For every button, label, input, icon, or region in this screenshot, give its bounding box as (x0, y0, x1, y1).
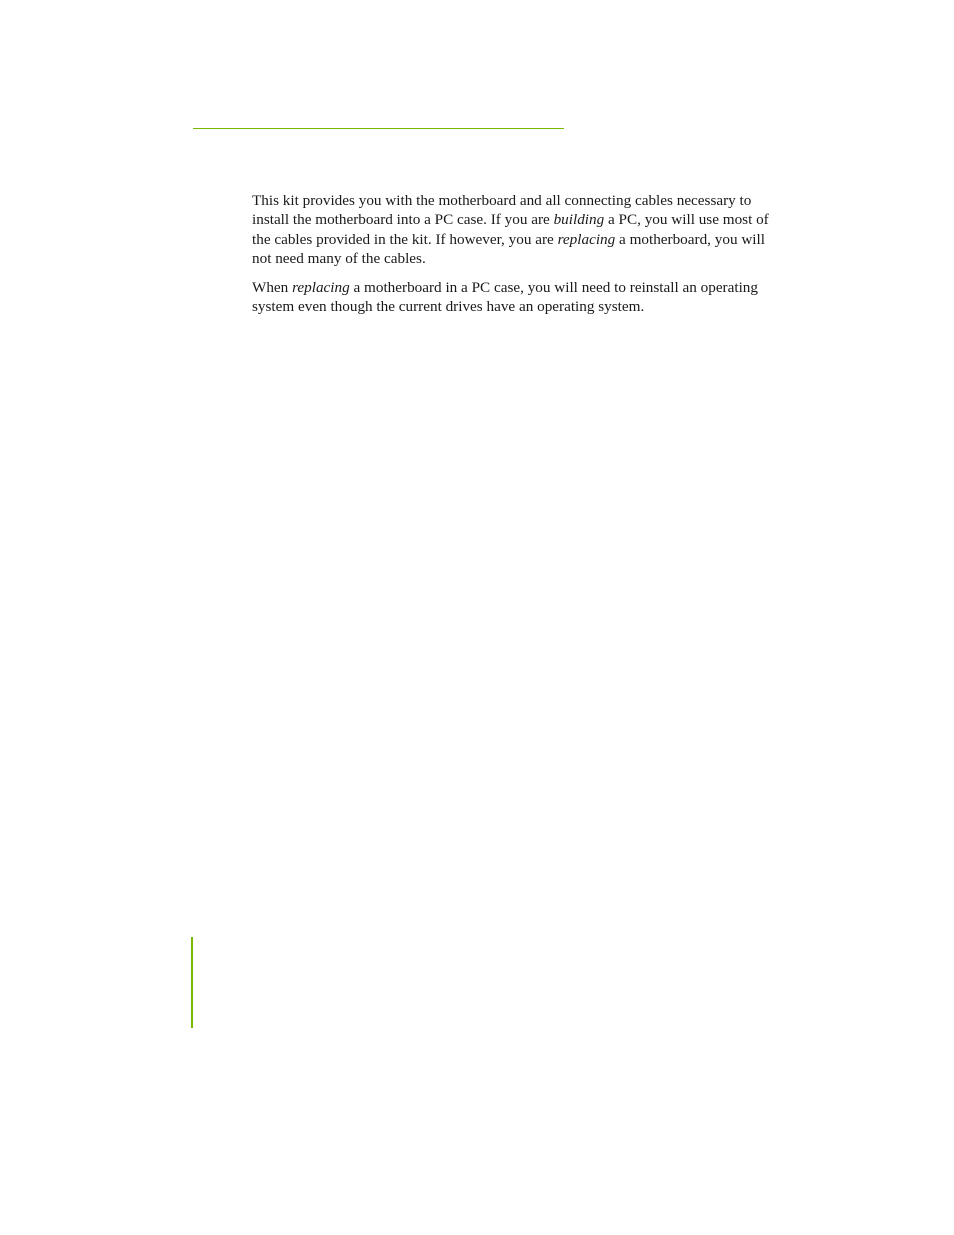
header-rule (193, 128, 564, 129)
emphasis-replacing-2: replacing (292, 278, 350, 296)
paragraph-kit-contents (252, 191, 784, 269)
paragraph-1-text-b: a PC, you will use most of the cables provided in the kit. If however, you are (252, 211, 769, 248)
margin-bar (191, 937, 193, 1028)
paragraph-os-reinstall (252, 278, 784, 317)
emphasis-replacing: replacing (557, 230, 616, 248)
paragraph-2-text-a: When (252, 278, 293, 296)
paragraph-2-text-b: a motherboard in a PC case, you will need to reinstall an operating system even though the current drives have an operating system. (252, 278, 758, 316)
paragraph-1-text-c: a motherboard, you will not need many of the cables. (252, 230, 765, 268)
emphasis-building: building (553, 211, 605, 229)
body-text (252, 191, 784, 325)
paragraph-1-text-a: This kit provides you with the motherboard and all connecting cables necessary to install the motherboard into a PC case. If you are (252, 192, 752, 229)
